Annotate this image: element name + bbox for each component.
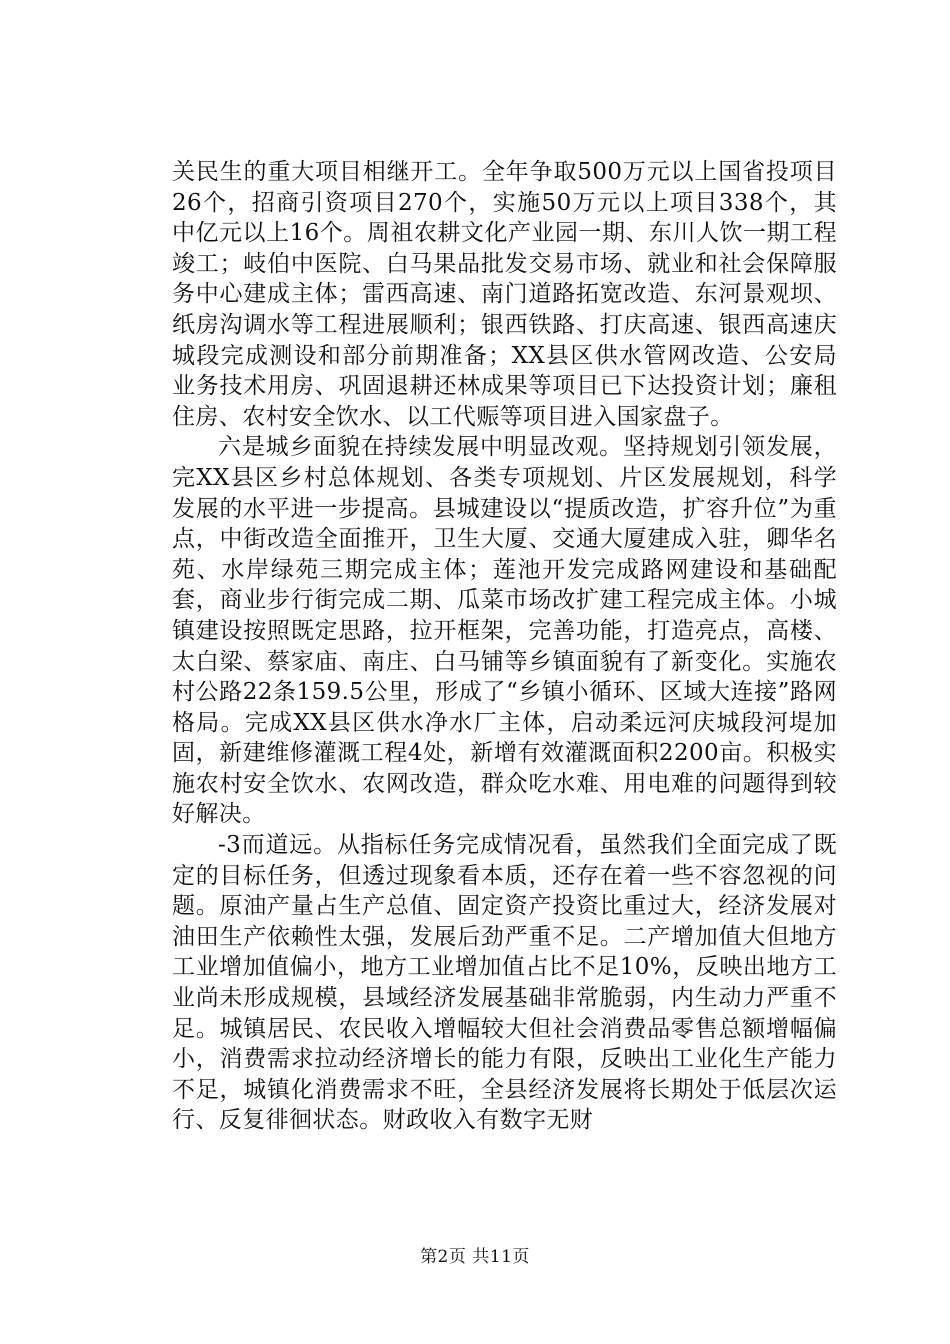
- document-body: [172, 157, 837, 1136]
- paragraph-2: 六是城乡面貌在持续发展中明显改观。坚持规划引领发展，完XX县区乡村总体规划、各类专项规划、片区发展规划，科学发展的水平进一步提高。县城建设以“提质改造，扩容升位”为重点，中街改造全面推开，卫生大厦、交通大厦建成入驻，卿华名苑、水岸绿苑三期完成主体；莲池开发完成路网建设和基础配套，商业步行街完成二期、瓜菜市场改扩建工程完成主体。小城镇建设按照既定思路，拉开框架，完善功能，打造亮点，高楼、太白梁、蔡家庙、南庄、白马铺等乡镇面貌有了新变化。实施农村公路22条159.5公里，形成了“乡镇小循环、区域大连接”路网格局。完成XX县区供水净水厂主体，启动柔远河庆城段河堤加固，新建维修灌溉工程4处，新增有效灌溉面积2200亩。积极实施农村安全饮水、农网改造，群众吃水难、用电难的问题得到较好解决。: [172, 434, 837, 828]
- paragraph-1: 关民生的重大项目相继开工。全年争取500万元以上国省投项目26个，招商引资项目270个，实施50万元以上项目338个，其中亿元以上16个。周祖农耕文化产业园一期、东川人饮一期工程竣工；岐伯中医院、白马果品批发交易市场、就业和社会保障服务中心建成主体；雷西高速、南门道路拓宽改造、东河景观坝、纸房沟调水等工程进展顺利；银西铁路、打庆高速、银西高速庆城段完成测设和部分前期准备；XX县区供水管网改造、公安局业务技术用房、巩固退耕还林成果等项目已下达投资计划；廉租住房、农村安全饮水、以工代赈等项目进入国家盘子。: [172, 159, 837, 430]
- page-footer: 第2页 共11页: [420, 1247, 530, 1267]
- paragraph-3: -3而道远。从指标任务完成情况看，虽然我们全面完成了既定的目标任务，但透过现象看本质，还存在着一些不容忽视的问题。原油产量占生产总值、固定资产投资比重过大，经济发展对油田生产依赖性太强，发展后劲严重不足。二产增加值大但地方工业增加值偏小，地方工业增加值占比不足10%，反映出地方工业尚未形成规模，县域经济发展基础非常脆弱，内生动力严重不足。城镇居民、农民收入增幅较大但社会消费品零售总额增幅偏小，消费需求拉动经济增长的能力有限，反映出工业化生产能力不足，城镇化消费需求不旺，全县经济发展将长期处于低层次运行、反复徘徊状态。财政收入有数字无财: [172, 832, 837, 1134]
